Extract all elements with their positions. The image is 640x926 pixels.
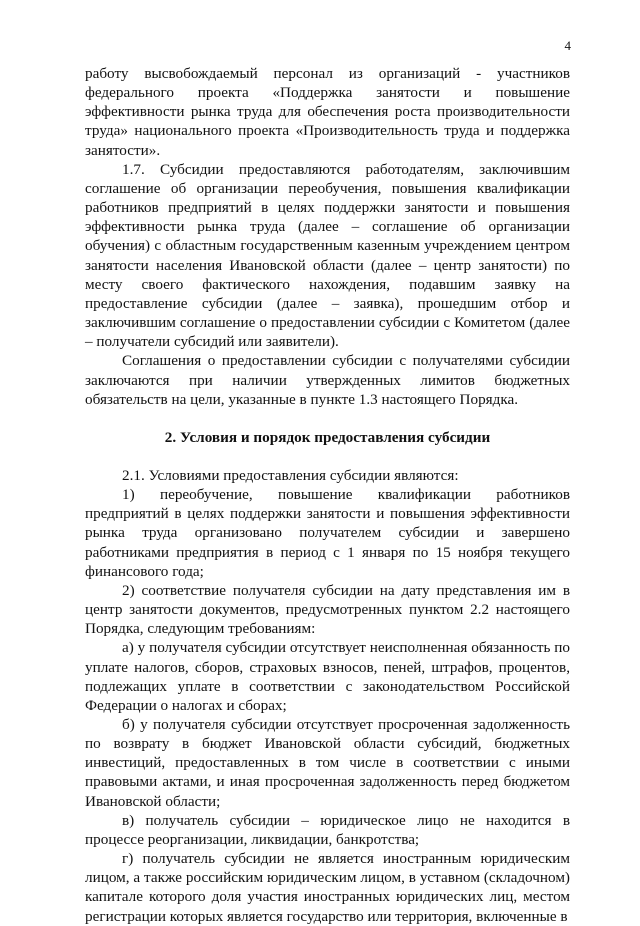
paragraph-2-1: 2.1. Условиями предоставления субсидии являются:	[122, 466, 459, 484]
list-item-g: г) получатель субсидии не является иностранным юридическим лицом, а также российским юридическим лицом, в уставном (складочном) капитале которого доля участия иностранных юридических лиц, местом регистрации которых является государство или территория, включенные в	[85, 850, 570, 925]
list-item-b: б) у получателя субсидии отсутствует просроченная задолженность по возврату в бюджет Ивановской области субсидий, бюджетных инвестиций, предоставленных в том числе в соответствии с иными правовыми актами, и иная просроченная задолженность перед бюджетом Ивановской области;	[85, 716, 570, 810]
page-number: 4	[564, 38, 571, 53]
paragraph-continuation: работу высвобождаемый персонал из организаций - участников федерального проекта «Поддержка занятости и повышение эффективности рынка труда для обеспечения роста производительности труда» национального проекта «Производительность труда и поддержка занятости».	[85, 65, 570, 159]
list-item-1: 1) переобучение, повышение квалификации работников предприятий в целях поддержки занятости и повышения эффективности рынка труда организовано получателем субсидии и завершено работниками предприятия в период с 1 января по 15 ноября текущего финансового года;	[85, 486, 570, 580]
section-heading-2: 2. Условия и порядок предоставления субсидии	[164, 428, 491, 446]
paragraph-agreements: Соглашения о предоставлении субсидии с получателями субсидии заключаются при наличии утвержденных лимитов бюджетных обязательств на цели, указанные в пункте 1.3 настоящего Порядка.	[85, 352, 570, 408]
document-body	[85, 64, 570, 926]
paragraph-1-7: 1.7. Субсидии предоставляются работодателям, заключившим соглашение об организации переобучения, повышения квалификации работников предприятий в целях поддержки занятости и повышения эффективности рынка труда (далее – соглашение об организации обучения) с областным государственным казенным учреждением центром занятости населения Ивановской области (далее – центр занятости) по месту своего фактического нахождения, подавшим заявку на предоставление субсидии (далее – заявка), прошедшим отбор и заключившим соглашение о предоставлении субсидии с Комитетом (далее – получатели субсидий или заявители).	[85, 160, 570, 351]
list-item-v: в) получатель субсидии – юридическое лицо не находится в процессе реорганизации, ликвидации, банкротства;	[85, 811, 570, 848]
list-item-2: 2) соответствие получателя субсидии на дату представления им в центр занятости документов, предусмотренных пунктом 2.2 настоящего Порядка, следующим требованиям:	[85, 581, 570, 638]
list-item-a: а) у получателя субсидии отсутствует неисполненная обязанность по уплате налогов, сборов, страховых взносов, пеней, штрафов, процентов, подлежащих уплате в соответствии с законодательством Российской Федерации о налогах и сборах;	[85, 639, 570, 714]
